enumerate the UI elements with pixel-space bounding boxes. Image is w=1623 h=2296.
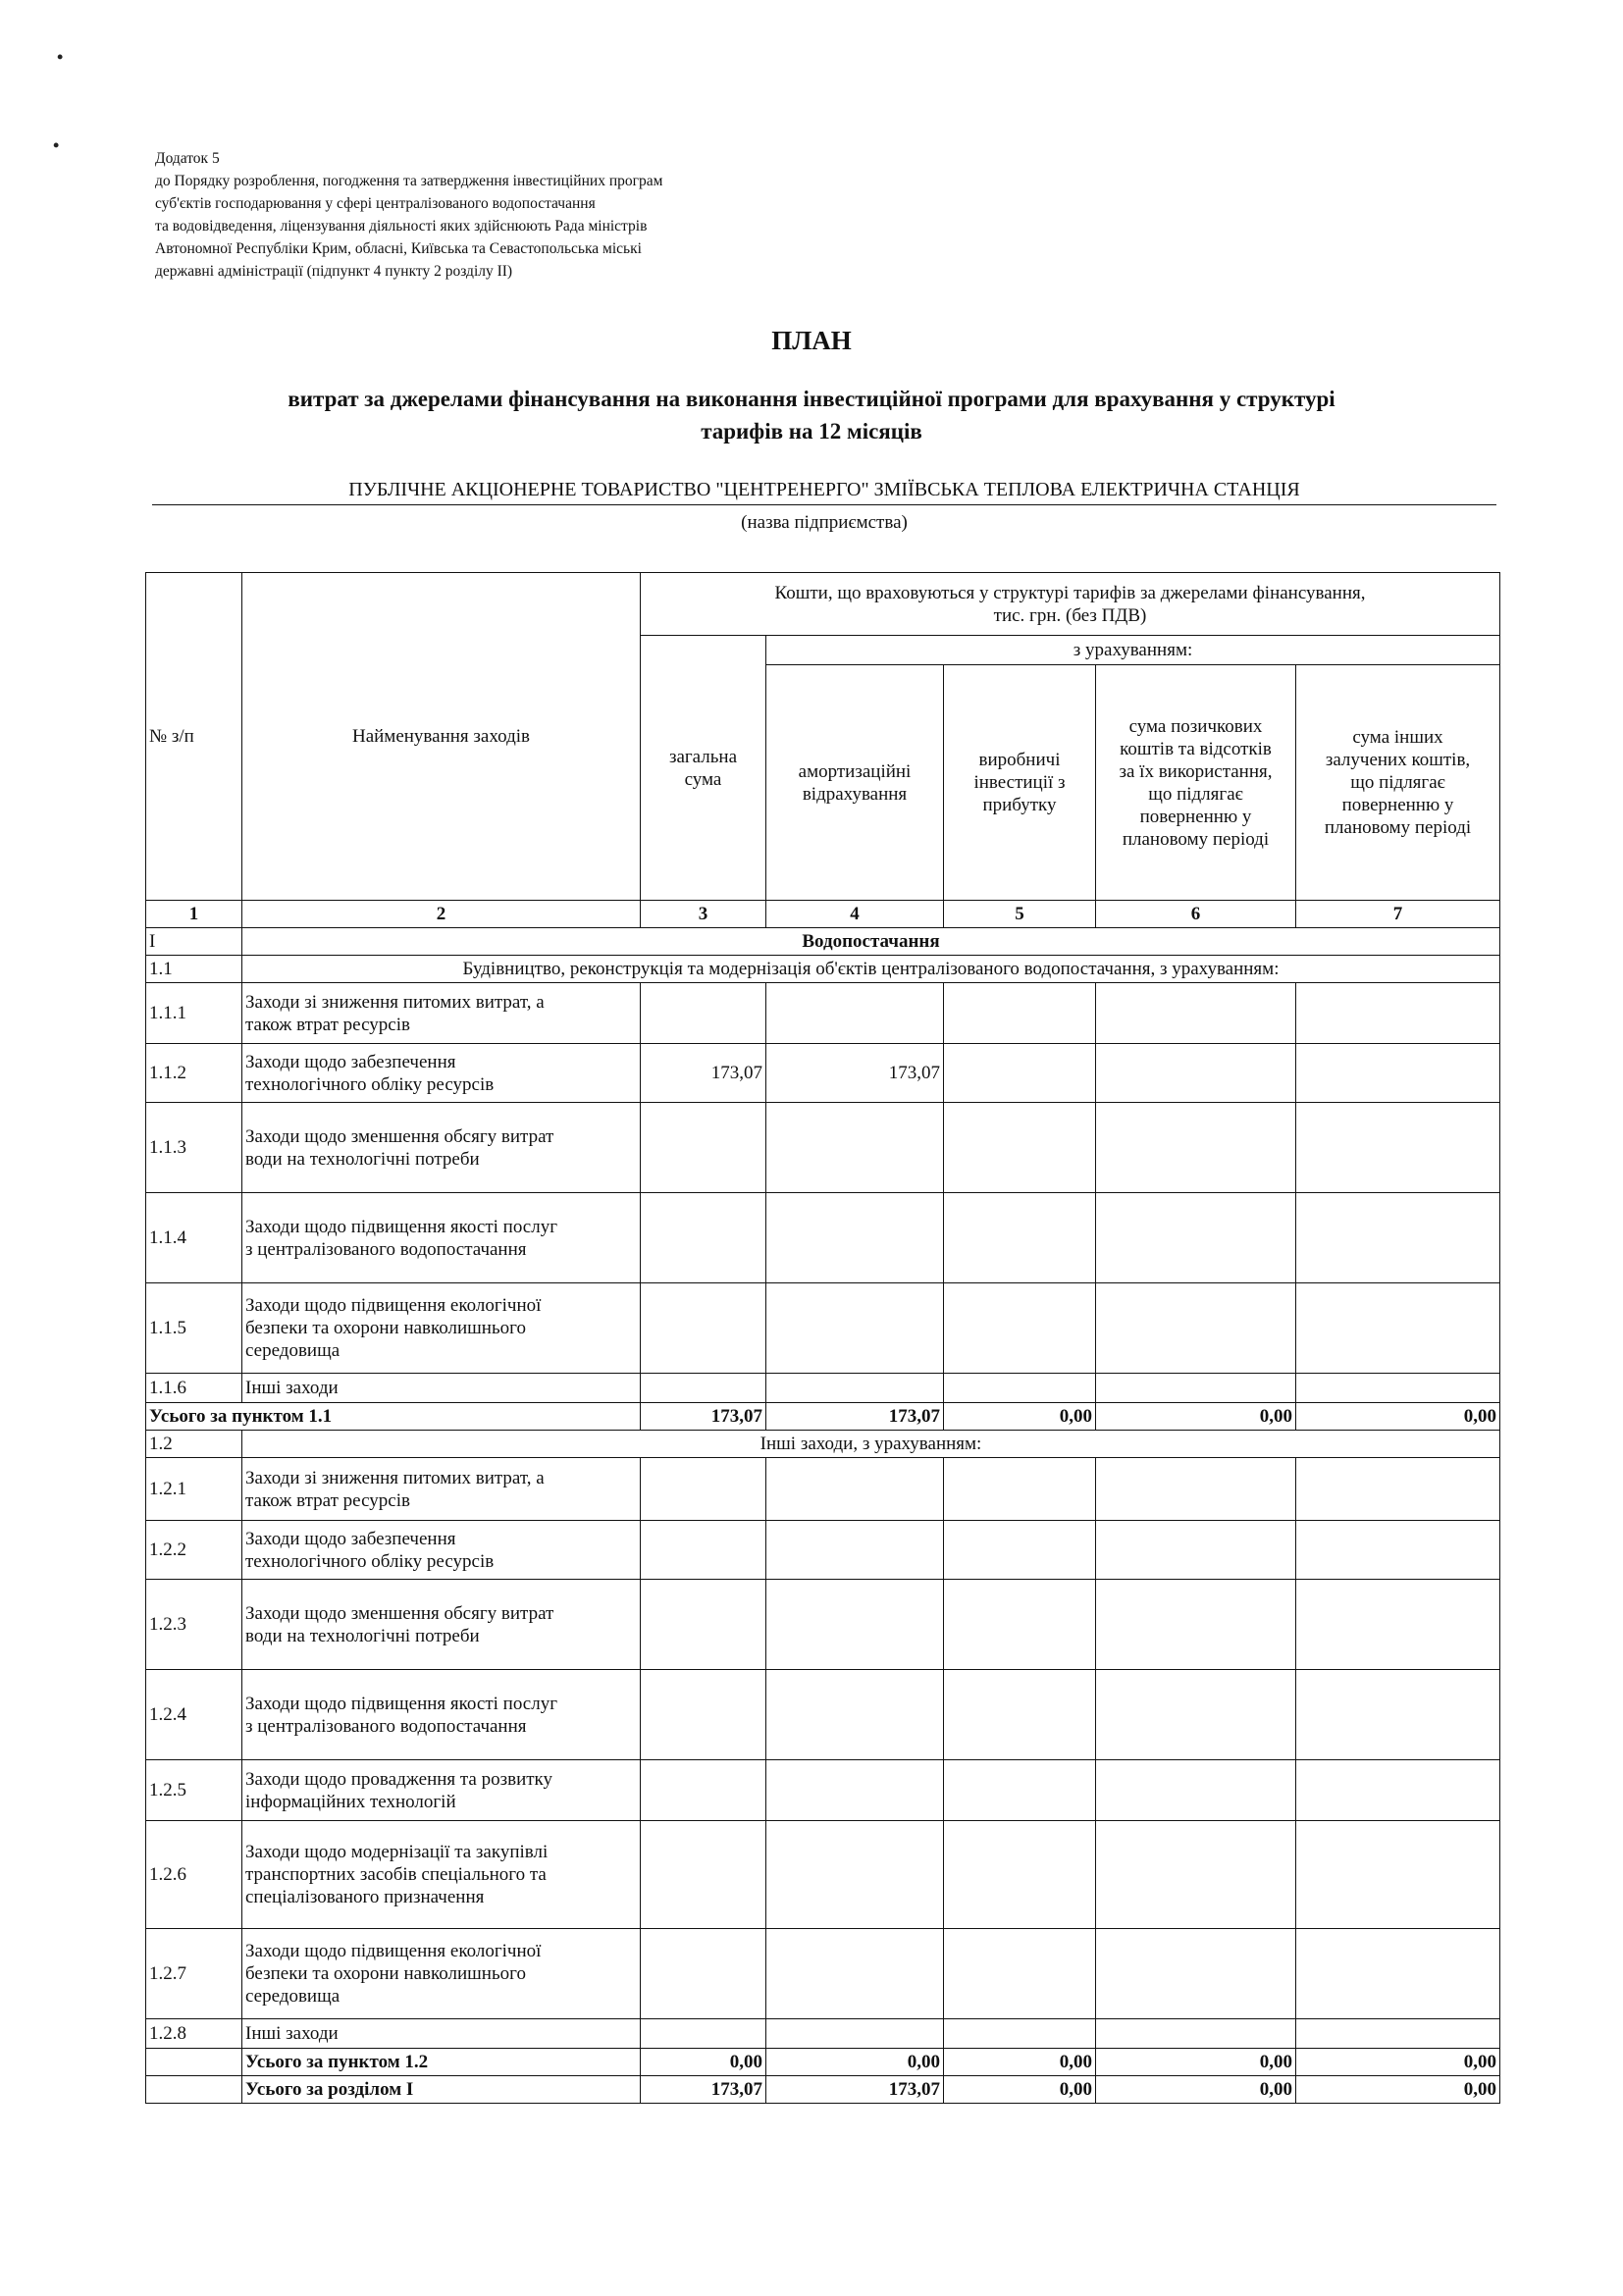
- table-row: [146, 983, 1500, 1044]
- total-value: 0,00: [1096, 2049, 1296, 2076]
- row-value: [1296, 1193, 1500, 1283]
- row-value: [641, 2019, 766, 2049]
- document-subtitle: [0, 383, 1623, 447]
- row-name: [242, 1193, 641, 1283]
- section-num: I: [146, 928, 242, 956]
- row-value: [641, 1929, 766, 2019]
- table-row: [146, 1760, 1500, 1821]
- row-name: [242, 1580, 641, 1670]
- row-value: [944, 1670, 1096, 1760]
- row-name-line: технологічного обліку ресурсів: [245, 1550, 495, 1572]
- row-value: [766, 1193, 944, 1283]
- row-value: [1296, 1283, 1500, 1374]
- row-name-line: середовища: [245, 1340, 340, 1361]
- table-row: [146, 1374, 1500, 1403]
- row-value: [944, 1374, 1096, 1403]
- table-row: [146, 1929, 1500, 2019]
- total-num: [146, 2049, 242, 2076]
- total-value: 0,00: [944, 2049, 1096, 2076]
- total-value: 173,07: [766, 2076, 944, 2104]
- header-line: амортизаційні: [798, 760, 912, 782]
- annex-line: Додаток 5: [155, 150, 220, 167]
- row-name-line: безпеки та охорони навколишнього: [245, 1963, 526, 1984]
- row-name-line: з централізованого водопостачання: [245, 1238, 527, 1260]
- row-value: [766, 1458, 944, 1521]
- annex-line: до Порядку розроблення, погодження та затвердження інвестиційних програм: [155, 173, 663, 189]
- row-value: [1096, 1193, 1296, 1283]
- row-name-line: технологічного обліку ресурсів: [245, 1073, 495, 1095]
- row-name-line: транспортних засобів спеціального та: [245, 1864, 547, 1885]
- total-value: 0,00: [1096, 1403, 1296, 1431]
- header-line: за їх використання,: [1119, 760, 1273, 782]
- column-number: 4: [766, 901, 944, 928]
- total-value: 0,00: [1296, 2076, 1500, 2104]
- annex-line: та водовідведення, ліцензування діяльності яких здійснюють Рада міністрів: [155, 218, 648, 235]
- row-value: [1096, 1670, 1296, 1760]
- header-num: № з/п: [146, 573, 242, 901]
- subtitle-line: тарифів на 12 місяців: [701, 419, 922, 444]
- row-num: 1.2.7: [146, 1929, 242, 2019]
- row-num: 1.1.2: [146, 1044, 242, 1103]
- column-number: 7: [1296, 901, 1500, 928]
- row-name-line: Заходи щодо провадження та розвитку: [245, 1768, 553, 1790]
- row-value: [1096, 2019, 1296, 2049]
- header-line: поверненню у: [1139, 806, 1252, 827]
- row-value: [766, 1103, 944, 1193]
- row-value: [641, 1103, 766, 1193]
- total-value: 173,07: [641, 2076, 766, 2104]
- column-number: 2: [242, 901, 641, 928]
- subsection-title: Будівництво, реконструкція та модернізація об'єктів централізованого водопостачання, з урахуванням:: [242, 956, 1500, 983]
- row-value: [944, 1580, 1096, 1670]
- row-value: [766, 1821, 944, 1929]
- column-number: 6: [1096, 901, 1296, 928]
- row-name-line: Заходи щодо зменшення обсягу витрат: [245, 1602, 554, 1624]
- row-value: 173,07: [766, 1044, 944, 1103]
- company-caption: (назва підприємства): [741, 512, 908, 533]
- table-row: [146, 1521, 1500, 1580]
- row-value: [944, 1193, 1096, 1283]
- row-num: 1.2.4: [146, 1670, 242, 1760]
- row-value: [1296, 1670, 1500, 1760]
- row-value: [1296, 983, 1500, 1044]
- row-value: [1296, 1458, 1500, 1521]
- header-production-investments: [944, 665, 1096, 901]
- annex-line: Автономної Республіки Крим, обласні, Київська та Севастопольська міські: [155, 240, 642, 257]
- header-line: коштів та відсотків: [1120, 738, 1272, 759]
- row-num: 1.2.5: [146, 1760, 242, 1821]
- column-numbers-row: [146, 901, 1500, 928]
- row-value: [1096, 1580, 1296, 1670]
- row-value: [766, 1580, 944, 1670]
- total-label: Усього за пунктом 1.2: [242, 2049, 641, 2076]
- header-line: сума інших: [1352, 727, 1443, 748]
- table-row: [146, 1044, 1500, 1103]
- row-value: [641, 1760, 766, 1821]
- total-num: [146, 2076, 242, 2104]
- row-value: [766, 983, 944, 1044]
- row-name: [242, 1670, 641, 1760]
- row-num: 1.1.3: [146, 1103, 242, 1193]
- header-line: поверненню у: [1341, 795, 1454, 815]
- table-row: [146, 1283, 1500, 1374]
- row-name: [242, 1458, 641, 1521]
- header-line: сума позичкових: [1128, 715, 1263, 737]
- table-row: [146, 1670, 1500, 1760]
- subtitle-line: витрат за джерелами фінансування на виконання інвестиційної програми для врахування у структурі: [288, 387, 1335, 411]
- row-name-line: води на технологічні потреби: [245, 1148, 480, 1170]
- table-row: [146, 1580, 1500, 1670]
- header-line: що підлягає: [1350, 772, 1445, 793]
- row-name: [242, 1760, 641, 1821]
- row-value: [1096, 1374, 1296, 1403]
- company-name: ПУБЛІЧНЕ АКЦІОНЕРНЕ ТОВАРИСТВО "ЦЕНТРЕНЕРГО" ЗМІЇВСЬКА ТЕПЛОВА ЕЛЕКТРИЧНА СТАНЦІЯ: [152, 479, 1496, 505]
- annex-line: суб'єктів господарювання у сфері централізованого водопостачання: [155, 195, 596, 212]
- total-row: [146, 1403, 1500, 1431]
- row-name-line: Заходи зі зниження питомих витрат, а: [245, 1467, 545, 1488]
- total-value: 0,00: [944, 1403, 1096, 1431]
- header-other-funds: [1296, 665, 1500, 901]
- row-value: [641, 1458, 766, 1521]
- header-line: залучених коштів,: [1325, 750, 1471, 770]
- table-row: [146, 1193, 1500, 1283]
- header-name: Найменування заходів: [242, 573, 641, 901]
- subsection-row: [146, 1431, 1500, 1458]
- row-num: 1.1.6: [146, 1374, 242, 1403]
- row-num: 1.1.4: [146, 1193, 242, 1283]
- row-value: [944, 1103, 1096, 1193]
- total-label: Усього за розділом I: [242, 2076, 641, 2104]
- header-funding-group: [641, 573, 1500, 636]
- header-line: прибутку: [982, 795, 1057, 815]
- row-num: 1.1.1: [146, 983, 242, 1044]
- row-value: [1296, 1580, 1500, 1670]
- row-value: [1096, 1521, 1296, 1580]
- row-value: [641, 1670, 766, 1760]
- row-name: [242, 1929, 641, 2019]
- subsection-num: 1.2: [146, 1431, 242, 1458]
- row-value: [766, 1670, 944, 1760]
- row-name-line: також втрат ресурсів: [245, 1489, 410, 1511]
- row-value: [944, 2019, 1096, 2049]
- annex-note: [155, 147, 862, 283]
- row-name-line: Заходи щодо підвищення екологічної: [245, 1295, 542, 1316]
- total-row: [146, 2076, 1500, 2104]
- row-name-line: Заходи зі зниження питомих витрат, а: [245, 991, 545, 1013]
- total-value: 0,00: [944, 2076, 1096, 2104]
- row-value: [641, 1580, 766, 1670]
- total-value: 0,00: [641, 2049, 766, 2076]
- row-value: [944, 1929, 1096, 2019]
- row-value: [766, 1374, 944, 1403]
- row-value: [944, 1044, 1096, 1103]
- scan-mark: •: [53, 135, 60, 155]
- row-name-line: води на технологічні потреби: [245, 1625, 480, 1646]
- total-value: 0,00: [1296, 1403, 1500, 1431]
- row-name: [242, 1374, 641, 1403]
- row-num: 1.1.5: [146, 1283, 242, 1374]
- row-value: [944, 1458, 1096, 1521]
- row-value: [1296, 1760, 1500, 1821]
- row-value: [1096, 1044, 1296, 1103]
- row-num: 1.2.6: [146, 1821, 242, 1929]
- row-value: [641, 1521, 766, 1580]
- header-line: відрахування: [802, 783, 908, 805]
- row-value: [766, 1929, 944, 2019]
- row-name-line: Заходи щодо забезпечення: [245, 1528, 456, 1549]
- row-value: [641, 1193, 766, 1283]
- row-name-line: також втрат ресурсів: [245, 1014, 410, 1035]
- row-value: [1296, 1929, 1500, 2019]
- row-name-line: безпеки та охорони навколишнього: [245, 1318, 526, 1338]
- subsection-num: 1.1: [146, 956, 242, 983]
- row-value: [944, 1521, 1096, 1580]
- row-name-line: спеціалізованого призначення: [245, 1887, 485, 1907]
- row-name-line: Заходи щодо підвищення екологічної: [245, 1941, 542, 1961]
- row-value: [641, 1374, 766, 1403]
- row-name-line: Інші заходи: [245, 1378, 339, 1398]
- total-value: 0,00: [1296, 2049, 1500, 2076]
- row-name-line: Заходи щодо зменшення обсягу витрат: [245, 1125, 554, 1147]
- scan-mark: •: [57, 47, 64, 67]
- row-name: [242, 1044, 641, 1103]
- row-name: [242, 2019, 641, 2049]
- column-number: 3: [641, 901, 766, 928]
- document-title: ПЛАН: [771, 326, 852, 355]
- total-label: Усього за пунктом 1.1: [146, 1403, 641, 1431]
- row-value: [641, 983, 766, 1044]
- row-name-line: Заходи щодо забезпечення: [245, 1051, 456, 1072]
- row-value: [1296, 2019, 1500, 2049]
- total-value: 173,07: [641, 1403, 766, 1431]
- table-row: [146, 1821, 1500, 1929]
- row-value: [1096, 1458, 1296, 1521]
- total-value: 0,00: [1096, 2076, 1296, 2104]
- row-name: [242, 1521, 641, 1580]
- row-num: 1.2.8: [146, 2019, 242, 2049]
- header-total: [641, 636, 766, 901]
- row-value: [1096, 1929, 1296, 2019]
- table-row: [146, 2019, 1500, 2049]
- row-name-line: інформаційних технологій: [245, 1791, 456, 1812]
- header-line: Кошти, що враховуються у структурі тарифів за джерелами фінансування,: [774, 582, 1366, 603]
- row-value: [1296, 1521, 1500, 1580]
- row-name-line: Заходи щодо підвищення якості послуг: [245, 1216, 557, 1237]
- column-number: 5: [944, 901, 1096, 928]
- header-line: виробничі: [978, 750, 1061, 770]
- row-name-line: Заходи щодо підвищення якості послуг: [245, 1693, 557, 1714]
- table-row: [146, 1458, 1500, 1521]
- row-num: 1.2.3: [146, 1580, 242, 1670]
- row-value: [1296, 1374, 1500, 1403]
- row-name-line: з централізованого водопостачання: [245, 1715, 527, 1737]
- row-value: [1096, 1283, 1296, 1374]
- row-value: [1096, 1821, 1296, 1929]
- subsection-title: Інші заходи, з урахуванням:: [242, 1431, 1500, 1458]
- row-value: [944, 1821, 1096, 1929]
- total-row: [146, 2049, 1500, 2076]
- row-value: [944, 1760, 1096, 1821]
- header-loans: [1096, 665, 1296, 901]
- row-num: 1.2.2: [146, 1521, 242, 1580]
- header-amortization: [766, 665, 944, 901]
- header-line: сума: [684, 768, 722, 790]
- header-including: з урахуванням:: [766, 636, 1500, 665]
- row-value: 173,07: [641, 1044, 766, 1103]
- header-line: інвестиції з: [973, 772, 1066, 793]
- row-name: [242, 1821, 641, 1929]
- row-value: [766, 1521, 944, 1580]
- header-line: загальна: [668, 746, 738, 767]
- header-line: що підлягає: [1148, 783, 1243, 805]
- total-value: 0,00: [766, 2049, 944, 2076]
- row-num: 1.2.1: [146, 1458, 242, 1521]
- row-name: [242, 983, 641, 1044]
- row-value: [641, 1283, 766, 1374]
- subsection-row: [146, 956, 1500, 983]
- table-row: [146, 1103, 1500, 1193]
- row-value: [766, 1760, 944, 1821]
- row-value: [641, 1821, 766, 1929]
- row-value: [1096, 1103, 1296, 1193]
- row-name: [242, 1103, 641, 1193]
- row-value: [944, 983, 1096, 1044]
- total-value: 173,07: [766, 1403, 944, 1431]
- row-name-line: Заходи щодо модернізації та закупівлі: [245, 1842, 549, 1862]
- row-value: [944, 1283, 1096, 1374]
- header-line: плановому періоді: [1122, 828, 1270, 850]
- section-row: [146, 928, 1500, 956]
- header-line: тис. грн. (без ПДВ): [993, 604, 1147, 626]
- row-value: [1296, 1821, 1500, 1929]
- row-name-line: Інші заходи: [245, 2023, 339, 2044]
- annex-line: державні адміністрації (підпункт 4 пункту 2 розділу II): [155, 263, 513, 280]
- plan-table: [145, 572, 1500, 2104]
- row-name-line: середовища: [245, 1986, 340, 2007]
- section-title: Водопостачання: [242, 928, 1500, 956]
- row-value: [766, 1283, 944, 1374]
- row-value: [1096, 1760, 1296, 1821]
- row-value: [766, 2019, 944, 2049]
- column-number: 1: [146, 901, 242, 928]
- header-line: плановому періоді: [1324, 817, 1472, 838]
- row-name: [242, 1283, 641, 1374]
- row-value: [1296, 1044, 1500, 1103]
- row-value: [1096, 983, 1296, 1044]
- row-value: [1296, 1103, 1500, 1193]
